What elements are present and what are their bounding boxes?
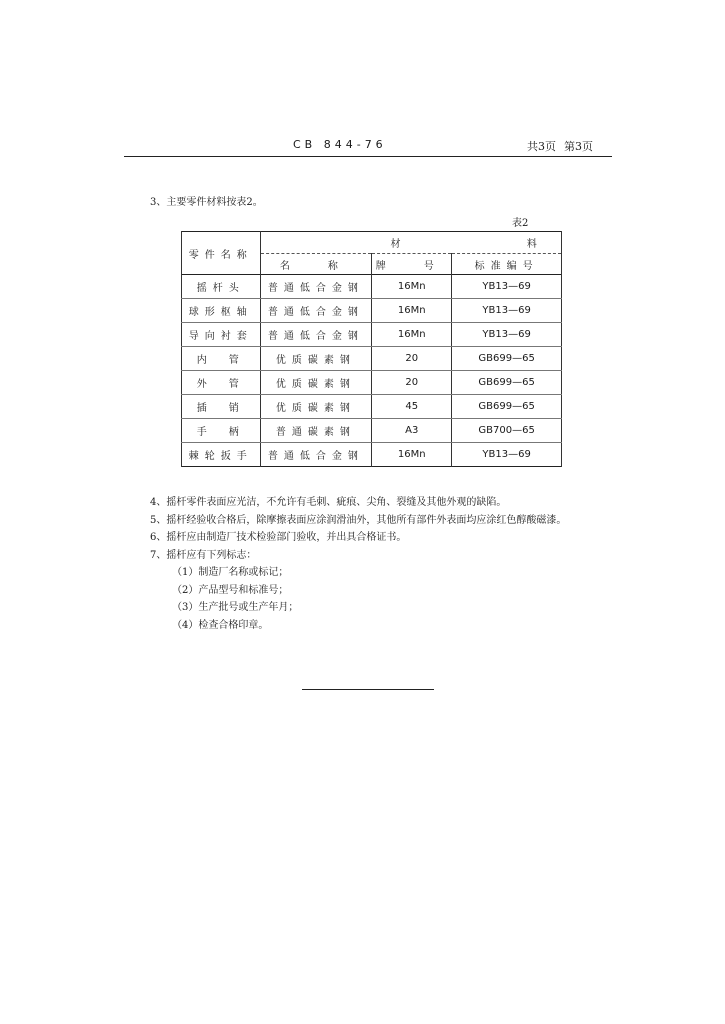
table-row	[182, 275, 562, 299]
col-grade-header: 牌 号	[372, 254, 452, 275]
requirements-list	[150, 494, 566, 634]
item-3: 3、主要零件材料按表2。	[150, 197, 263, 208]
page-header	[0, 0, 725, 160]
standard-code: CB 844-76	[293, 138, 387, 151]
col-name-header: 名 称	[260, 254, 372, 275]
cell-name: 普通碳素钢	[260, 419, 372, 443]
col-standard-header: 标准编号	[452, 254, 562, 275]
cell-part: 插 销	[182, 395, 261, 419]
sub-item-1: （1）制造厂名称或标记；	[172, 567, 289, 578]
cell-grade: 20	[372, 347, 452, 371]
cell-part: 手 柄	[182, 419, 261, 443]
cell-standard: YB13—69	[452, 323, 562, 347]
col-material-header	[260, 232, 561, 254]
cell-standard: YB13—69	[452, 275, 562, 299]
cell-name: 普通低合金钢	[260, 443, 372, 467]
table-caption: 表2	[512, 218, 529, 229]
cell-name: 优质碳素钢	[260, 395, 372, 419]
table-row	[182, 371, 562, 395]
cell-standard: YB13—69	[452, 443, 562, 467]
col-material-label: 材	[390, 239, 401, 250]
cell-grade: 45	[372, 395, 452, 419]
cell-name: 优质碳素钢	[260, 371, 372, 395]
cell-part: 导向衬套	[182, 323, 261, 347]
item-5: 5、摇杆经验收合格后，除摩擦表面应涂润滑油外，其他所有部件外表面均应涂红色醇酸磁漆。	[150, 514, 567, 526]
cell-grade: A3	[372, 419, 452, 443]
cell-name: 优质碳素钢	[260, 347, 372, 371]
cell-name: 普通低合金钢	[260, 323, 372, 347]
cell-grade: 16Mn	[372, 323, 452, 347]
cell-grade: 16Mn	[372, 443, 452, 467]
cell-grade: 16Mn	[372, 299, 452, 323]
cell-grade: 16Mn	[372, 275, 452, 299]
cell-part: 摇杆头	[182, 275, 261, 299]
table-row	[182, 419, 562, 443]
cell-part: 内 管	[182, 347, 261, 371]
sub-item-3: （3）生产批号或生产年月；	[172, 602, 299, 613]
cell-name: 普通低合金钢	[260, 275, 372, 299]
cell-part: 棘轮扳手	[182, 443, 261, 467]
col-part-header: 零件名称	[182, 232, 261, 275]
cell-standard: GB699—65	[452, 347, 562, 371]
cell-grade: 20	[372, 371, 452, 395]
col-material-label-2: 料	[526, 239, 537, 250]
cell-standard: GB700—65	[452, 419, 562, 443]
cell-name: 普通低合金钢	[260, 299, 372, 323]
item-6: 6、摇杆应由制造厂技术检验部门验收，并出具合格证书。	[150, 532, 407, 543]
sub-item-2: （2）产品型号和标准号；	[172, 584, 289, 596]
item-4: 4、摇杆零件表面应光洁，不允许有毛刺、疵痕、尖角、裂缝及其他外观的缺陷。	[150, 497, 507, 508]
table-row	[182, 323, 562, 347]
header-rule	[124, 156, 612, 157]
cell-standard: GB699—65	[452, 371, 562, 395]
sub-item-4: （4）检查合格印章。	[172, 619, 269, 631]
page-counter	[527, 138, 601, 154]
total-pages: 共3页	[527, 140, 556, 153]
cell-part: 球形枢轴	[182, 299, 261, 323]
end-rule	[302, 689, 434, 690]
materials-table	[181, 231, 562, 467]
cell-part: 外 管	[182, 371, 261, 395]
cell-standard: GB699—65	[452, 395, 562, 419]
table-row	[182, 299, 562, 323]
table-header-row	[182, 232, 562, 254]
item-7: 7、摇杆应有下列标志：	[150, 549, 257, 561]
table-row	[182, 395, 562, 419]
table-row	[182, 347, 562, 371]
cell-standard: YB13—69	[452, 299, 562, 323]
page-number: 第3页	[564, 140, 593, 153]
table-row	[182, 443, 562, 467]
